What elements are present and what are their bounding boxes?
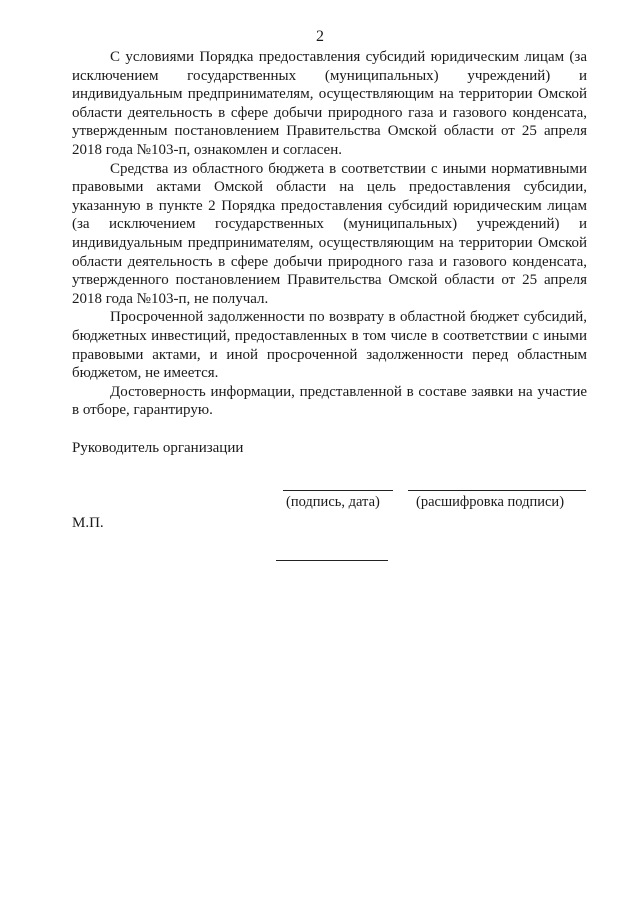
document-body	[72, 48, 587, 420]
decryption-line	[408, 490, 586, 491]
paragraph-reliability: Достоверность информации, представленной в составе заявки на участие в отборе, гарантирую.	[72, 383, 587, 419]
bottom-line	[276, 560, 388, 561]
paragraph-acknowledgement: С условиями Порядка предоставления субсидий юридическим лицам (за исключением государственных (муниципальных) учреждений) и индивидуальным предпринимателям, осуществляющим на территории Омской области деятельность в сфере добычи природного газа и газового конденсата, утвержденным постановлением Правительства Омской области от 25 апреля 2018 года №103-п, ознакомлен и согласен.	[72, 49, 587, 158]
page-number: 2	[316, 28, 324, 45]
signature-line	[283, 490, 393, 491]
decryption-caption: (расшифровка подписи)	[416, 494, 565, 510]
signature-caption: (подпись, дата)	[286, 494, 380, 510]
stamp-place: М.П.	[72, 515, 104, 531]
paragraph-no-debt: Просроченной задолженности по возврату в областной бюджет субсидий, бюджетных инвестиций, предоставленных в том числе в соответствии с иными правовыми актами, и иной просроченной задолженности перед областным бюджетом, не имеется.	[72, 309, 587, 382]
paragraph-no-other-funds: Средства из областного бюджета в соответствии с иными нормативными правовыми актами Омской области на цель предоставления субсидии, указанную в пункте 2 Порядка предоставления субсидий юридическим лицам (за исключением государственных (муниципальных) учреждений) и индивидуальным предпринимателям, осуществляющим на территории Омской области деятельность в сфере добычи природного газа и газового конденсата, утвержденного постановлением Правительства Омской области от 25 апреля 2018 года №103-п, не получал.	[72, 160, 587, 307]
signer-title: Руководитель организации	[72, 440, 244, 456]
